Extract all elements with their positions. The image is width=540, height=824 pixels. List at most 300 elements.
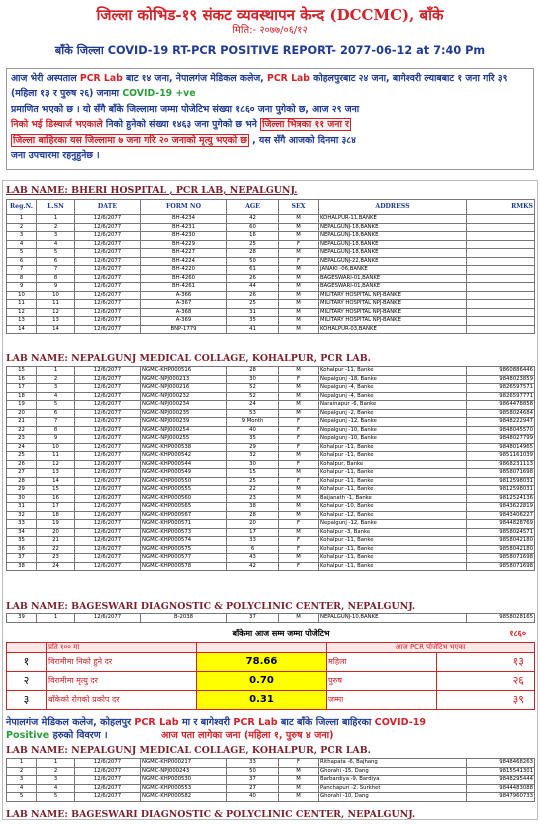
table-row (7, 469, 535, 478)
table-cell: 44 (227, 283, 279, 292)
table-cell: 12/6/2077 (75, 511, 141, 520)
table-cell: 30 (7, 494, 37, 503)
table-cell: M (279, 223, 319, 232)
table-cell: 12/6/2077 (75, 401, 141, 410)
table-cell: NGMC-KHP000538 (141, 443, 227, 452)
summary-text: बाट १४ जना, नेपालगंज मेडिकल कलेज, (122, 73, 268, 84)
table-cell: Kohalpur -11, Banke (319, 469, 467, 478)
table-cell: 12/6/2077 (75, 266, 141, 275)
outside-district-title (6, 716, 534, 742)
table-cell: NGMC-KHP000542 (141, 452, 227, 461)
table-cell: F (279, 435, 319, 444)
table-row (7, 257, 535, 266)
table-row (7, 375, 535, 384)
table-cell: NEPALGUNJ-18,BANKE (319, 240, 467, 249)
table-cell: NGMC-KHP000577 (141, 554, 227, 563)
table-cell: 9860886446 (467, 367, 535, 376)
table-cell: 9848295444 (467, 776, 535, 785)
column-header: DATE (75, 200, 141, 215)
table-row (7, 266, 535, 275)
column-header: Reg.N. (7, 200, 37, 215)
stats-index: १ (7, 653, 47, 672)
table-row (7, 562, 535, 571)
stats-index: २ (7, 672, 47, 691)
table-cell: 12/6/2077 (75, 776, 141, 785)
table-cell: NGMC-KHP000582 (141, 793, 227, 802)
table-cell: A-369 (141, 317, 227, 326)
table-cell: 12/6/2077 (75, 443, 141, 452)
table-cell: 35 (227, 435, 279, 444)
table-row (7, 784, 535, 793)
table-cell: 9858024684 (467, 409, 535, 418)
table-cell: 9858042180 (467, 537, 535, 546)
table-cell: 12/6/2077 (75, 426, 141, 435)
table-cell: 5 (37, 793, 75, 802)
table-cell: 12/6/2077 (75, 283, 141, 292)
table-cell: M (279, 283, 319, 292)
table-cell: NGMC-KHP000516 (141, 367, 227, 376)
table-cell: NGMC-KHP000575 (141, 545, 227, 554)
table-cell: Kohalpur -11, Banke (319, 562, 467, 571)
table-row (7, 418, 535, 427)
table-cell: NGMC-NPJ000213 (141, 375, 227, 384)
table-cell: M (279, 486, 319, 495)
table-cell: 5 (37, 401, 75, 410)
table-cell: BH-4227 (141, 249, 227, 258)
table-cell: 11 (37, 300, 75, 309)
table-cell: 2 (37, 375, 75, 384)
outside-title-text: PCR Lab (233, 717, 278, 728)
table-row (7, 528, 535, 537)
table-row (7, 520, 535, 529)
table-cell: 33 (227, 537, 279, 546)
table-cell: 9812524136 (467, 494, 535, 503)
table-row (7, 291, 535, 300)
stats-header-cell (197, 643, 327, 653)
table-row (7, 793, 535, 802)
table-cell: 20 (7, 409, 37, 418)
table-cell: M (279, 249, 319, 258)
table-cell: 23 (227, 494, 279, 503)
table-cell: Ghorahi -15, Dang (319, 767, 467, 776)
table-row (7, 223, 535, 232)
table-cell: Baijanath -1, Banke (319, 494, 467, 503)
table-cell: 26 (7, 460, 37, 469)
table-cell: NGMC-KHP000530 (141, 776, 227, 785)
table-cell: 12/6/2077 (75, 537, 141, 546)
table-row (7, 494, 535, 503)
table-cell: M (279, 317, 319, 326)
stats-value: 0.31 (197, 691, 327, 710)
table-cell: 15 (227, 469, 279, 478)
table-cell: 12 (37, 308, 75, 317)
table-row (7, 503, 535, 512)
summary-text: PCR Lab (267, 73, 310, 84)
stats-header-row (7, 643, 535, 653)
stats-table (6, 642, 535, 710)
outside-title-text: Positive (6, 730, 50, 741)
table-cell: 17 (7, 384, 37, 393)
table-cell: 6 (227, 545, 279, 554)
table-cell: 5 (7, 249, 37, 258)
table-cell: M (279, 392, 319, 401)
table-cell: 24 (227, 401, 279, 410)
table-cell: 7 (37, 418, 75, 427)
table-cell (467, 274, 535, 283)
table-row (7, 759, 535, 768)
table-cell (467, 240, 535, 249)
table-cell: 27 (7, 469, 37, 478)
table-cell: 31 (7, 503, 37, 512)
table-cell: 23 (37, 554, 75, 563)
table-cell: Kohalpur -11, Banke (319, 367, 467, 376)
table-cell: 9858042180 (467, 545, 535, 554)
table-cell: 25 (227, 240, 279, 249)
table-cell: 9858028165 (467, 614, 535, 623)
table-cell: Kohalpur -11, Banke (319, 545, 467, 554)
table-cell: 9815541301 (467, 767, 535, 776)
table-cell: 22 (227, 486, 279, 495)
table-cell: F (279, 477, 319, 486)
table-cell: 9826597571 (467, 384, 535, 393)
table-cell: 6 (37, 257, 75, 266)
table-cell: M (279, 793, 319, 802)
column-header: FORM NO (141, 200, 227, 215)
table-cell: Kohalpur -10, Banke (319, 503, 467, 512)
summary-text: COVID-19 +ve (122, 88, 196, 100)
table-cell: 3 (37, 776, 75, 785)
table-cell: Nepalgunj -10, Banke (319, 435, 467, 444)
table-cell: 9868231113 (467, 460, 535, 469)
table-cell: 3 (7, 776, 37, 785)
lab-name-ngmc-outside: LAB NAME: NEPALGUNJ MEDICAL COLLAGE, KOHALPUR, PCR LAB. (6, 745, 371, 756)
table-cell: 53 (227, 409, 279, 418)
table-cell: 12/6/2077 (75, 325, 141, 334)
table-cell (467, 283, 535, 292)
table-cell: 20 (37, 528, 75, 537)
table-header-row (7, 200, 535, 215)
outside-count-text: आज पता लागेका जना (महिला १, पुरुष ४ जना) (160, 730, 334, 741)
table-cell: Ghorahi -10, Dang (319, 793, 467, 802)
table-cell: 6 (37, 409, 75, 418)
table-cell: M (279, 528, 319, 537)
table-cell: 3 (7, 232, 37, 241)
table-cell: 12/6/2077 (75, 614, 141, 623)
lab-name-bheri: LAB NAME: BHERI HOSPITAL , PCR LAB, NEPALGUNJ. (6, 185, 298, 196)
table-cell (467, 223, 535, 232)
report-title: बाँके जिल्ला COVID-19 RT-PCR POSITIVE REPORT- 2077-06-12 at 7:40 Pm (54, 44, 486, 57)
table-cell: Nepalgunj -18, Banke (319, 375, 467, 384)
table-cell: 9848023859 (467, 375, 535, 384)
table-cell: 18 (37, 511, 75, 520)
table-cell: NEPALGUNJ-22,BANKE (319, 257, 467, 266)
table-cell: 2 (7, 767, 37, 776)
report-date: मिति:- २०७७/०६/१२ (232, 25, 308, 36)
table-cell: NGMC-KHP000549 (141, 469, 227, 478)
table-cell: 10 (37, 443, 75, 452)
table-cell: F (279, 418, 319, 427)
stats-header-cell (7, 643, 47, 653)
table-cell: Kohalpur -11, Banke (319, 477, 467, 486)
table-row (7, 240, 535, 249)
table-cell: M (279, 308, 319, 317)
table-cell: 9844828769 (467, 520, 535, 529)
table-cell: 24 (37, 562, 75, 571)
table-row (7, 300, 535, 309)
table-cell: 5 (37, 249, 75, 258)
table-cell: 9848045570 (467, 426, 535, 435)
table-cell: 12/6/2077 (75, 300, 141, 309)
table-cell: 9826597771 (467, 392, 535, 401)
table-cell: 12 (7, 308, 37, 317)
table-cell: 9848027799 (467, 435, 535, 444)
table-cell: 37 (227, 776, 279, 785)
table-cell: 12/6/2077 (75, 317, 141, 326)
table-row (7, 283, 535, 292)
table-cell: 27 (227, 784, 279, 793)
table-cell: 3 (37, 384, 75, 393)
stats-label: विरामीमा निको हुने दर (47, 653, 197, 672)
table-row (7, 614, 535, 623)
table-cell: 38 (227, 503, 279, 512)
table-cell: Nepalgunj -4, Banke (319, 392, 467, 401)
table-cell: 9858071698 (467, 554, 535, 563)
table-cell: 9844483088 (467, 784, 535, 793)
table-cell: M (279, 401, 319, 410)
table-cell: NGMC-NPJ000243 (141, 767, 227, 776)
table-cell: 30 (227, 375, 279, 384)
table-cell: F (279, 520, 319, 529)
table-cell (467, 232, 535, 241)
table-cell: 16 (227, 232, 279, 241)
table-cell: NGMC-NPJ000216 (141, 384, 227, 393)
table-row (7, 537, 535, 546)
table-cell: BH-4260 (141, 274, 227, 283)
stats-side-label: जम्मा (327, 691, 437, 710)
table-cell: 9 (7, 283, 37, 292)
outside-results-table (6, 758, 535, 802)
table-cell: NEPALGUNJ-18,BANKE (319, 249, 467, 258)
table-cell: NGMC-KHP000555 (141, 486, 227, 495)
table-cell: NGMC-KHP000550 (141, 477, 227, 486)
table-row (7, 409, 535, 418)
table-cell (467, 249, 535, 258)
table-row (7, 367, 535, 376)
summary-text: PCR Lab (79, 73, 123, 84)
table-cell: BAGESWARI-01,BANKE (319, 274, 467, 283)
table-cell: NEPALGUNJ-10,BANKE (319, 614, 467, 623)
total-positive-row (6, 627, 534, 641)
table-cell: 33 (227, 759, 279, 768)
table-cell: 35 (227, 317, 279, 326)
table-cell: NEPALGUNJ-18,BANKE (319, 232, 467, 241)
positive-today-label: आज PCR पोजेटिभ भएका (327, 643, 535, 653)
table-cell: 1 (37, 614, 75, 623)
table-cell (467, 215, 535, 224)
table-cell: F (279, 460, 319, 469)
table-cell: 28 (227, 249, 279, 258)
table-cell: 17 (227, 528, 279, 537)
summary-text: निको हुनेको संख्या १४६३ जना पुगेको छ भने (102, 119, 261, 131)
table-cell: Rithapata -6, Bajhang (319, 759, 467, 768)
table-cell: 8 (37, 426, 75, 435)
table-cell: 6 (7, 257, 37, 266)
table-cell: 26 (227, 291, 279, 300)
table-cell: 12/6/2077 (75, 767, 141, 776)
table-cell: A-367 (141, 300, 227, 309)
table-cell: NGMC-NPJ000255 (141, 435, 227, 444)
table-cell: 14 (7, 325, 37, 334)
table-cell: 38 (7, 562, 37, 571)
table-cell: M (279, 767, 319, 776)
table-cell: 12/6/2077 (75, 232, 141, 241)
table-cell: 12/6/2077 (75, 435, 141, 444)
stats-index: ३ (7, 691, 47, 710)
table-cell: Kohalpur -11, Banke (319, 486, 467, 495)
table-cell: 12/6/2077 (75, 223, 141, 232)
table-row (7, 308, 535, 317)
table-cell: 12/6/2077 (75, 392, 141, 401)
table-cell: 12/6/2077 (75, 215, 141, 224)
table-cell: Nepalgunj -12, Banke (319, 520, 467, 529)
table-cell: F (279, 545, 319, 554)
table-cell: 12/6/2077 (75, 375, 141, 384)
table-cell: 4 (37, 392, 75, 401)
table-cell: 4 (7, 784, 37, 793)
table-cell (467, 300, 535, 309)
column-header: SEX (279, 200, 319, 215)
table-cell: BH-4220 (141, 266, 227, 275)
table-cell: 37 (7, 554, 37, 563)
table-cell: 9858071698 (467, 562, 535, 571)
table-cell: 37 (227, 614, 279, 623)
summary-text: जिल्ला बाहिरका यस जिल्लामा ७ जना गरि २० जनाको मृत्यु भएको छ (13, 134, 247, 146)
table-cell: 12/6/2077 (75, 520, 141, 529)
table-row (7, 554, 535, 563)
table-cell: BH-4261 (141, 283, 227, 292)
table-cell: 13 (7, 317, 37, 326)
table-cell: 42 (227, 562, 279, 571)
table-cell: 39 (7, 614, 37, 623)
table-cell: 12/6/2077 (75, 545, 141, 554)
table-cell: 1 (7, 215, 37, 224)
table-cell: 12/6/2077 (75, 494, 141, 503)
table-cell: 9848468263 (467, 759, 535, 768)
table-cell: NGMC-KHP000217 (141, 759, 227, 768)
table-cell: KOHALPUR-03,BANKE (319, 325, 467, 334)
bheri-results-table (6, 199, 535, 334)
table-cell: BH-4224 (141, 257, 227, 266)
table-cell: 23 (7, 435, 37, 444)
table-cell: 19 (7, 401, 37, 410)
table-cell: 10 (7, 291, 37, 300)
table-cell: Nepalgunj -4, Banke (319, 384, 467, 393)
table-cell: Nepalgunj -2, Banke (319, 409, 467, 418)
column-header: AGE (227, 200, 279, 215)
table-cell: Kohalpur -11, Banke (319, 537, 467, 546)
table-cell: 42 (227, 215, 279, 224)
stats-row (7, 653, 535, 672)
table-cell: 9864478858 (467, 401, 535, 410)
table-cell: 28 (227, 511, 279, 520)
table-cell: M (279, 232, 319, 241)
table-cell: 60 (227, 223, 279, 232)
stats-value: 78.66 (197, 653, 327, 672)
table-cell: BH-4230 (141, 232, 227, 241)
table-cell: F (279, 443, 319, 452)
table-cell: M (279, 776, 319, 785)
table-cell: M (279, 291, 319, 300)
table-cell: 12/6/2077 (75, 274, 141, 283)
table-cell: 12/6/2077 (75, 469, 141, 478)
table-cell: 50 (227, 767, 279, 776)
table-cell: 12/6/2077 (75, 240, 141, 249)
table-cell: NEPALGUNJ-18,BANKE (319, 223, 467, 232)
table-cell: 12/6/2077 (75, 308, 141, 317)
table-cell: 26 (227, 274, 279, 283)
table-cell: BH-4231 (141, 223, 227, 232)
table-cell: 14 (37, 325, 75, 334)
table-cell: 4 (7, 240, 37, 249)
table-cell: M (279, 300, 319, 309)
table-cell: 9843622819 (467, 503, 535, 512)
stats-value: 0.70 (197, 672, 327, 691)
table-cell: NGMC-KHP000574 (141, 537, 227, 546)
table-cell: 15 (7, 367, 37, 376)
table-cell: 12/6/2077 (75, 384, 141, 393)
table-cell: NGMC-KHP000567 (141, 511, 227, 520)
table-cell: Nepalgunj -12, Banke (319, 418, 467, 427)
table-cell: F (279, 257, 319, 266)
table-cell: 12/6/2077 (75, 249, 141, 258)
table-cell: A-368 (141, 308, 227, 317)
table-cell: 9843406227 (467, 511, 535, 520)
table-cell: 29 (7, 486, 37, 495)
table-cell: 2 (37, 223, 75, 232)
table-cell: 28 (227, 367, 279, 376)
total-positive-value: १८६० (509, 629, 526, 638)
table-cell: F (279, 240, 319, 249)
table-cell: 12/6/2077 (75, 367, 141, 376)
table-cell: 3 (37, 232, 75, 241)
table-row (7, 232, 535, 241)
table-cell: 1 (37, 215, 75, 224)
table-cell: M (279, 452, 319, 461)
table-cell: 9812598031 (467, 486, 535, 495)
table-cell: 17 (37, 503, 75, 512)
table-cell: 5 (7, 793, 37, 802)
table-cell: BH-4234 (141, 215, 227, 224)
table-cell: 12/6/2077 (75, 452, 141, 461)
table-cell: 12/6/2077 (75, 562, 141, 571)
table-cell: Kohalpur, Banke (319, 460, 467, 469)
table-cell: M (279, 409, 319, 418)
table-cell: M (279, 384, 319, 393)
table-cell: A-366 (141, 291, 227, 300)
table-cell: 11 (37, 452, 75, 461)
table-cell: 30 (227, 460, 279, 469)
page-title: जिल्ला कोभिड-१९ संकट व्यवस्थापन केन्द (DCCMC), बाँके (96, 6, 444, 24)
per100-label: प्रति १०० मा (47, 643, 197, 653)
table-cell: 12/6/2077 (75, 503, 141, 512)
table-cell: 12/6/2077 (75, 291, 141, 300)
table-cell: MILITARY HOSPITAL NPJ-BANKE (319, 291, 467, 300)
table-cell: NGMC-KHP000565 (141, 503, 227, 512)
lab-name-bageswari-outside: LAB NAME: BAGESWARI DIAGNOSTIC & POLYCLINIC CENTER, NEPALGUNJ. (6, 809, 416, 820)
table-cell: F (279, 759, 319, 768)
table-cell: 9 Month (227, 418, 279, 427)
table-cell: NGMC-NPJ000232 (141, 392, 227, 401)
